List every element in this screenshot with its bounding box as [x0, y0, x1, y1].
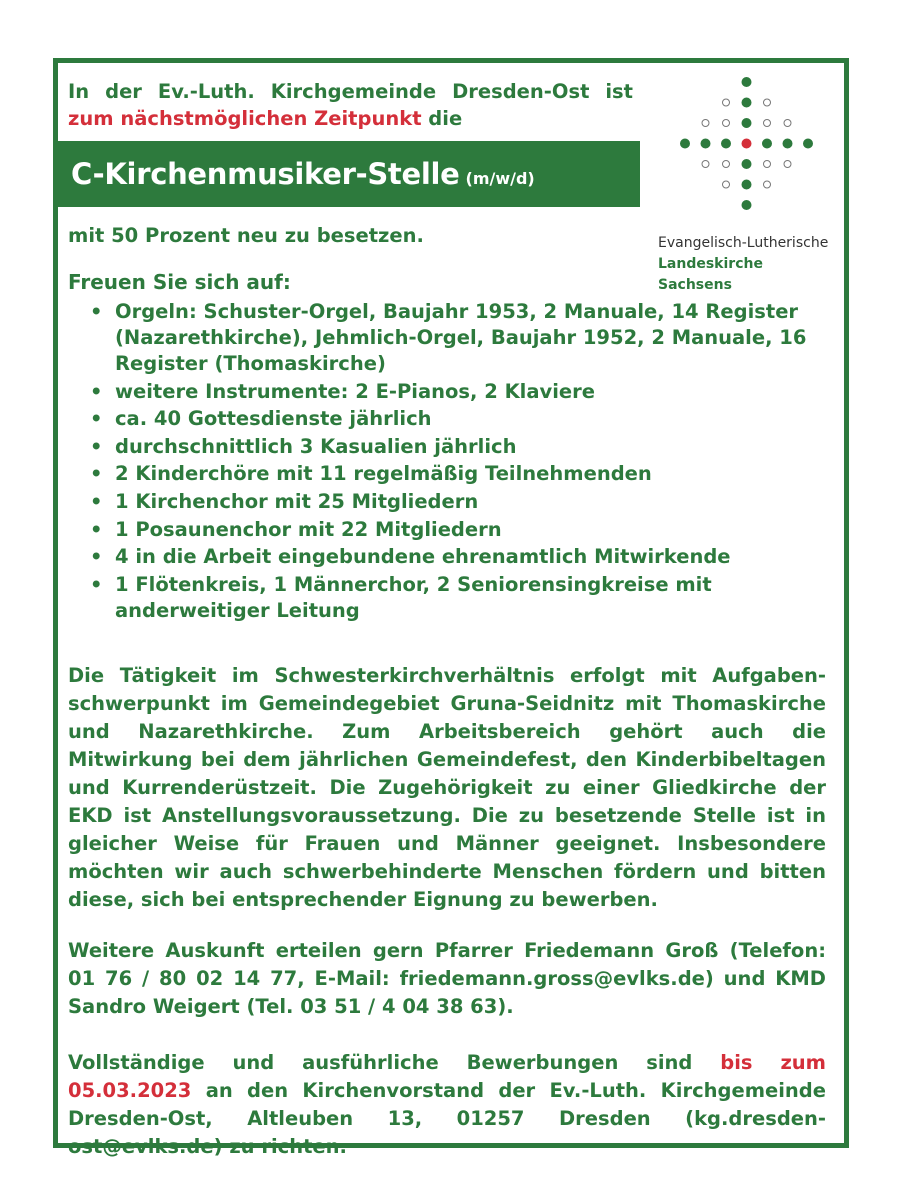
- list-item: [90, 379, 810, 405]
- logo-dot: [742, 139, 752, 149]
- list-item-text: Orgeln: Schuster-Orgel, Baujahr 1953, 2 Manuale, 14 Register (Nazarethkirche), Jehmlich-Orgel, Baujahr 1952, 2 Manuale, 16 Register (Thomaskirche): [115, 300, 807, 375]
- intro-text: [68, 78, 633, 132]
- list-item: [90, 544, 810, 570]
- intro-after-highlight: die: [421, 107, 463, 130]
- application-paragraph: [68, 1049, 826, 1161]
- scope-line: mit 50 Prozent neu zu besetzen.: [68, 224, 424, 247]
- contact-paragraph: Weitere Auskunft erteilen gern Pfarrer Friedemann Groß (Telefon: 01 76 / 80 02 14 77, E-Mail: friedemann.gross@evlks.de) und KMD Sandro Weigert (Tel. 03 51 / 4 04 38 63).: [68, 939, 826, 1018]
- logo-dot: [742, 159, 752, 169]
- list-item: [90, 517, 810, 543]
- list-item-text: weitere Instrumente: 2 E-Pianos, 2 Klaviere: [115, 379, 595, 403]
- job-title-banner: [55, 141, 640, 207]
- bullet-icon: •: [90, 462, 103, 486]
- bullet-icon: •: [90, 434, 103, 458]
- list-item-text: 1 Kirchenchor mit 25 Mitgliedern: [115, 489, 479, 513]
- bullet-icon: •: [90, 300, 103, 323]
- application-after: an den Kirchenvorstand der Ev.-Luth. Kirchgemeinde Dresden-Ost, Altleuben 13, 01257 Dresden (kg.dresden-ost@evlks.de) zu richten.: [68, 1079, 826, 1158]
- intro-highlight: zum nächstmöglichen Zeitpunkt: [68, 107, 422, 130]
- list-item-text: durchschnittlich 3 Kasualien jährlich: [115, 434, 517, 458]
- logo-dot: [762, 139, 772, 149]
- bullet-icon: •: [90, 407, 103, 431]
- list-item-text: 2 Kinderchöre mit 11 regelmäßig Teilnehmenden: [115, 462, 652, 486]
- church-cross-logo-icon: [672, 72, 822, 222]
- benefits-heading: Freuen Sie sich auf:: [68, 270, 291, 294]
- list-item-text: 1 Flötenkreis, 1 Männerchor, 2 Seniorensingkreise mit anderweitiger Leitung: [115, 572, 712, 622]
- logo-dot: [702, 161, 709, 168]
- logo-dot: [742, 98, 752, 108]
- logo-dot: [721, 139, 731, 149]
- logo-dot: [742, 180, 752, 190]
- logo-dot: [723, 161, 730, 168]
- list-item: [90, 572, 810, 624]
- logo-dot: [742, 77, 752, 87]
- list-item: [90, 299, 810, 377]
- logo-dot: [680, 139, 690, 149]
- logo-dot: [702, 120, 709, 127]
- list-item-text: 4 in die Arbeit eingebundene ehrenamtlich Mitwirkende: [115, 545, 731, 569]
- organization-name: [658, 233, 838, 296]
- list-item-text: 1 Posaunenchor mit 22 Mitgliedern: [115, 517, 502, 541]
- logo-dot: [764, 120, 771, 127]
- bullet-icon: •: [90, 517, 103, 541]
- logo-dot: [723, 99, 730, 106]
- logo-dot: [784, 161, 791, 168]
- logo-dot: [764, 99, 771, 106]
- organization-line2: Landeskirche Sachsens: [658, 256, 763, 293]
- list-item-text: ca. 40 Gottesdienste jährlich: [115, 407, 432, 431]
- list-item: [90, 406, 810, 432]
- organization-line1: Evangelisch-Lutherische: [658, 235, 829, 251]
- bullet-icon: •: [90, 545, 103, 569]
- logo-dot: [764, 181, 771, 188]
- logo-dot: [723, 120, 730, 127]
- list-item: [90, 434, 810, 460]
- benefits-list: [90, 299, 810, 625]
- bullet-icon: •: [90, 572, 103, 596]
- logo-dot: [742, 200, 752, 210]
- logo-dot: [723, 181, 730, 188]
- logo-dot: [784, 120, 791, 127]
- logo-dot: [764, 161, 771, 168]
- logo-dot: [701, 139, 711, 149]
- logo-dot: [742, 118, 752, 128]
- intro-line1: In der Ev.-Luth. Kirchgemeinde Dresden-Ost ist: [68, 80, 633, 103]
- description-paragraph: Die Tätigkeit im Schwesterkirchverhältnis erfolgt mit Aufgabenschwerpunkt im Gemeindegebiet Gruna-Seidnitz mit Thomaskirche und Nazarethkirche. Zum Arbeitsbereich gehört auch die Mitwirkung bei dem jährlichen Gemeindefest, den Kinderbibeltagen und Kurrenderüstzeit. Die Zugehörigkeit zu einer Gliedkirche der EKD ist Anstellungsvoraussetzung. Die zu besetzende Stelle ist in gleicher Weise für Frauen und Männer geeignet. Insbesondere möchten wir auch schwerbehinderte Menschen fördern und bitten diese, sich bei entsprechender Eignung zu bewerben.: [68, 664, 826, 911]
- job-title: C-Kirchenmusiker-Stelle: [71, 157, 460, 191]
- list-item: [90, 489, 810, 515]
- logo-dot: [783, 139, 793, 149]
- logo-dot: [803, 139, 813, 149]
- list-item: [90, 461, 810, 487]
- job-title-suffix: (m/w/d): [465, 169, 535, 188]
- bullet-icon: •: [90, 379, 103, 403]
- application-deadline: bis zum 05.03.2023: [68, 1051, 826, 1102]
- application-before: Vollständige und ausführliche Bewerbungen sind: [68, 1051, 721, 1074]
- bullet-icon: •: [90, 489, 103, 513]
